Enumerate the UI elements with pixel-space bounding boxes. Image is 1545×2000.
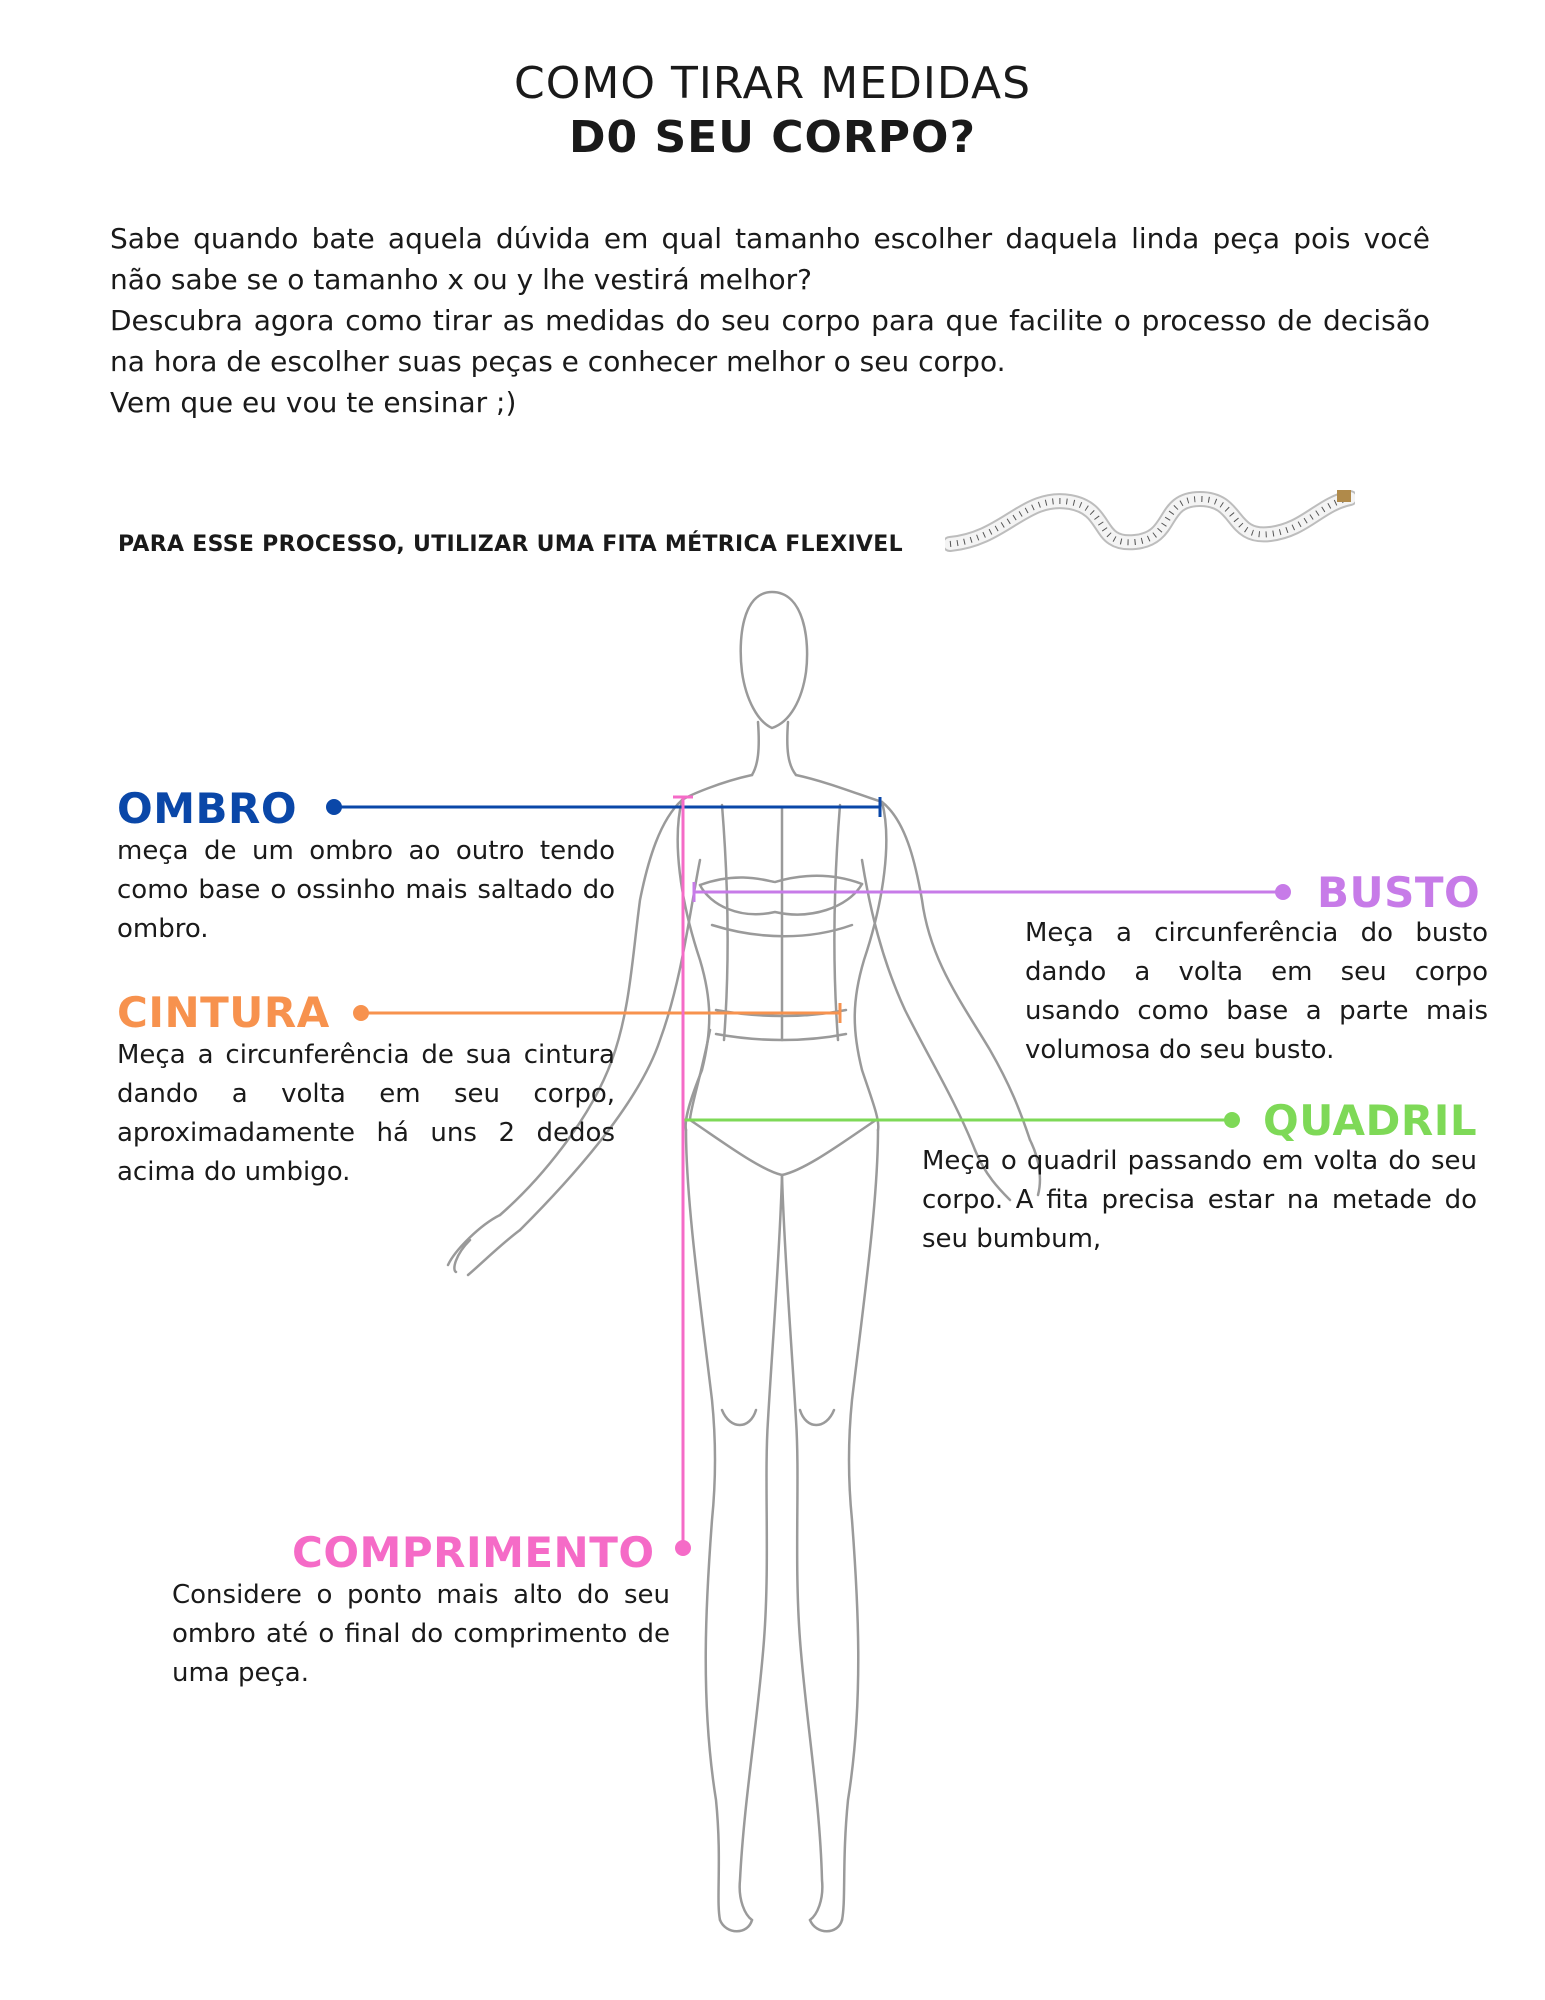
ombro-label: OMBRO xyxy=(117,784,298,833)
busto-line xyxy=(694,882,1291,902)
intro-paragraph-2: Descubra agora como tirar as medidas do seu corpo para que facilite o processo de decisão na hora de escolher suas peças e conhecer melhor o seu corpo. xyxy=(110,304,1430,378)
page-title-line2: D0 SEU CORPO? xyxy=(568,112,976,163)
intro-paragraph-1: Sabe quando bate aquela dúvida em qual tamanho escolher daquela linda peça pois você não sabe se o tamanho x ou y lhe vestirá melhor? xyxy=(110,222,1430,296)
tape-caption: PARA ESSE PROCESSO, UTILIZAR UMA FITA MÉTRICA FLEXIVEL xyxy=(118,532,903,557)
intro-paragraph-3: Vem que eu vou te ensinar ;) xyxy=(110,386,517,419)
busto-label: BUSTO xyxy=(1317,868,1481,917)
comprimento-label: COMPRIMENTO xyxy=(292,1528,655,1577)
cintura-line xyxy=(353,1003,840,1023)
page-title-line1: COMO TIRAR MEDIDAS xyxy=(514,58,1031,109)
busto-description: Meça a circunferência do busto dando a volta em seu corpo usando como base a parte mais volumosa do seu busto. xyxy=(1025,918,1488,1065)
cintura-label: CINTURA xyxy=(117,988,330,1037)
cintura-description: Meça a circunferência de sua cintura dando a volta em seu corpo, aproximadamente há uns 2 dedos acima do umbigo. xyxy=(117,1040,615,1187)
quadril-label: QUADRIL xyxy=(1263,1096,1478,1145)
ombro-line xyxy=(326,797,880,817)
comprimento-description: Considere o ponto mais alto do seu ombro até o final do comprimento de uma peça. xyxy=(172,1580,670,1688)
quadril-description: Meça o quadril passando em volta do seu corpo. A fita precisa estar na metade do seu bumbum, xyxy=(922,1146,1477,1254)
quadril-line xyxy=(684,1112,1240,1128)
ombro-description: meça de um ombro ao outro tendo como base o ossinho mais saltado do ombro. xyxy=(117,836,615,944)
